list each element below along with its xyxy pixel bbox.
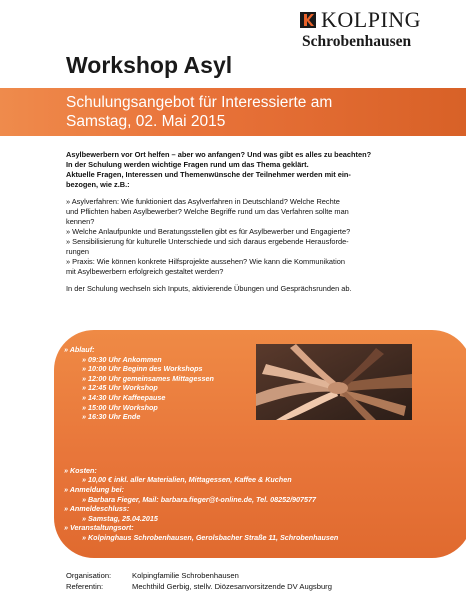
kosten-label: » Kosten:: [64, 465, 97, 475]
kolping-k-icon: [300, 12, 316, 28]
bullet-line: » Asylverfahren: Wie funktioniert das Asylverfahren in Deutschland? Welche Rechte: [66, 197, 340, 206]
schedule-item: » 14:30 Uhr Kaffeepause: [82, 392, 166, 402]
bullet-line: rungen: [66, 247, 90, 256]
bullet-line: und Pflichten haben Asylbewerber? Welche Begriffe rund um das Verfahren sollte man: [66, 207, 349, 216]
schedule-item: » 16:30 Uhr Ende: [82, 412, 141, 422]
schedule-item: » 12:45 Uhr Workshop: [82, 383, 158, 393]
bullet-line: » Praxis: Wie können konkrete Hilfsprojekte aussehen? Wie kann die Kommunikation: [66, 257, 345, 266]
intro-lead-3: Aktuelle Fragen, Interessen und Themenwünsche der Teilnehmer werden mit ein-: [66, 170, 351, 179]
anmeldeschluss-label: » Anmeldeschluss:: [64, 504, 130, 514]
intro-bullets: [66, 197, 412, 277]
referentin-row: [66, 581, 332, 592]
referentin-value: Mechthild Gerbig, stellv. Diözesanvorsitzende DV Augsburg: [132, 582, 332, 591]
anmeldung-value: » Barbara Fieger, Mail: barbara.fieger@t-online.de, Tel. 08252/907577: [82, 494, 317, 504]
veranstaltungsort-label: » Veranstaltungsort:: [64, 523, 134, 533]
schedule-item: » 15:00 Uhr Workshop: [82, 402, 158, 412]
page-title: Workshop Asyl: [66, 52, 233, 78]
bullet-line: kennen?: [66, 217, 95, 226]
schedule-item: » 09:30 Uhr Ankommen: [82, 354, 162, 364]
intro-section: [66, 150, 412, 301]
kosten-value: » 10,00 € inkl. aller Materialien, Mittagessen, Kaffee & Kuchen: [82, 475, 292, 485]
kolping-logo: [300, 7, 450, 54]
logo-name: KOLPING: [321, 7, 422, 32]
banner-line-2: Samstag, 02. Mai 2015: [66, 113, 226, 130]
schedule-item: » 12:00 Uhr gemeinsames Mittagessen: [82, 373, 214, 383]
veranstaltungsort-value: » Kolpinghaus Schrobenhausen, Gerolsbacher Straße 11, Schrobenhausen: [82, 532, 339, 542]
intro-lead-2: In der Schulung werden wichtige Fragen rund um das Thema geklärt.: [66, 160, 309, 169]
intro-closing: In der Schulung wechseln sich Inputs, aktivierende Übungen und Gesprächsrunden ab.: [66, 284, 352, 293]
organisation-label: Organisation:: [66, 571, 112, 580]
footer: [66, 570, 332, 592]
anmeldung-label: » Anmeldung bei:: [64, 484, 125, 494]
bullet-line: » Sensibilisierung für kulturelle Unterschiede und sich daraus ergebende Herausforde-: [66, 237, 349, 246]
intro-lead-4: bezogen, wie z.B.:: [66, 180, 130, 189]
referentin-label: Referentin:: [66, 582, 104, 591]
organisation-value: Kolpingfamilie Schrobenhausen: [132, 571, 239, 580]
intro-lead-1: Asylbewerbern vor Ort helfen – aber wo anfangen? Und was gibt es alles zu beachten?: [66, 150, 372, 159]
banner-text: [66, 93, 366, 131]
organisation-row: [66, 570, 332, 581]
bullet-line: mit Asylbewerbern erfolgreich gestaltet werden?: [66, 267, 224, 276]
anmeldeschluss-value: » Samstag, 25.04.2015: [82, 513, 158, 523]
logo-subtitle: Schrobenhausen: [302, 33, 412, 50]
banner-line-1: Schulungsangebot für Interessierte am: [66, 94, 333, 111]
details-text: [64, 345, 404, 543]
ablauf-label: » Ablauf:: [64, 345, 95, 354]
schedule-item: » 10:00 Uhr Beginn des Workshops: [82, 364, 203, 374]
bullet-line: » Welche Anlaufpunkte und Beratungsstellen gibt es für Asylbewerber und Engagierte?: [66, 227, 351, 236]
